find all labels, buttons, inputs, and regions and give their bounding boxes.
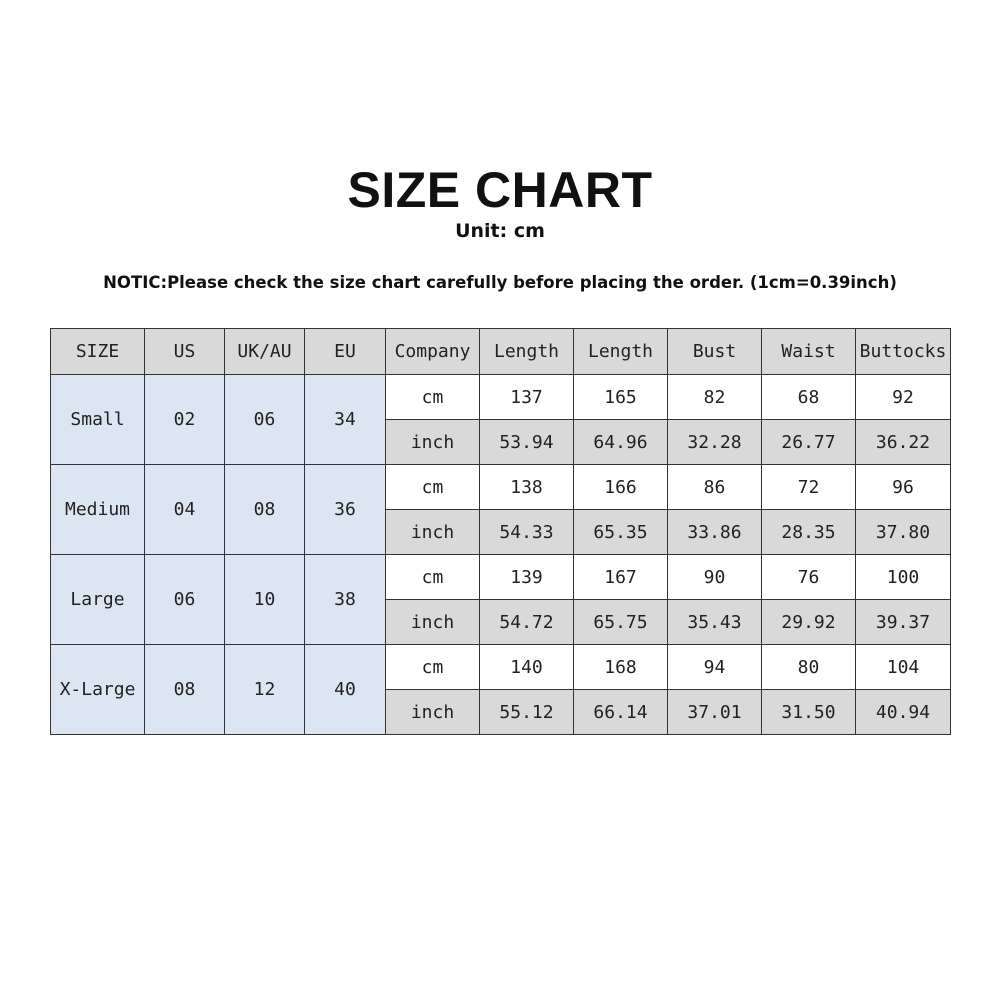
- unit-cell: cm: [386, 375, 480, 420]
- eu-size-cell: 40: [305, 645, 386, 735]
- value-cell: 138: [480, 465, 574, 510]
- us-size-cell: 04: [145, 465, 225, 555]
- ukau-size-cell: 08: [225, 465, 305, 555]
- us-size-cell: 02: [145, 375, 225, 465]
- value-cell: 37.80: [856, 510, 951, 555]
- value-cell: 64.96: [574, 420, 668, 465]
- value-cell: 140: [480, 645, 574, 690]
- table-header-row: [51, 329, 951, 375]
- unit-label: Unit: cm: [455, 220, 545, 242]
- value-cell: 26.77: [762, 420, 856, 465]
- value-cell: 168: [574, 645, 668, 690]
- value-cell: 76: [762, 555, 856, 600]
- unit-cell: inch: [386, 420, 480, 465]
- eu-size-cell: 38: [305, 555, 386, 645]
- value-cell: 33.86: [668, 510, 762, 555]
- column-header-company: Company: [386, 329, 480, 375]
- table-row: [51, 465, 951, 510]
- value-cell: 82: [668, 375, 762, 420]
- ukau-size-cell: 10: [225, 555, 305, 645]
- size-name-cell: Medium: [51, 465, 145, 555]
- us-size-cell: 06: [145, 555, 225, 645]
- value-cell: 37.01: [668, 690, 762, 735]
- value-cell: 54.33: [480, 510, 574, 555]
- size-name-cell: X-Large: [51, 645, 145, 735]
- unit-cell: inch: [386, 510, 480, 555]
- value-cell: 94: [668, 645, 762, 690]
- value-cell: 167: [574, 555, 668, 600]
- ukau-size-cell: 12: [225, 645, 305, 735]
- size-name-cell: Small: [51, 375, 145, 465]
- value-cell: 86: [668, 465, 762, 510]
- unit-cell: inch: [386, 690, 480, 735]
- column-header-buttocks: Buttocks: [856, 329, 951, 375]
- value-cell: 31.50: [762, 690, 856, 735]
- value-cell: 28.35: [762, 510, 856, 555]
- value-cell: 68: [762, 375, 856, 420]
- value-cell: 29.92: [762, 600, 856, 645]
- value-cell: 65.35: [574, 510, 668, 555]
- unit-cell: cm: [386, 465, 480, 510]
- ukau-size-cell: 06: [225, 375, 305, 465]
- value-cell: 55.12: [480, 690, 574, 735]
- unit-cell: cm: [386, 555, 480, 600]
- column-header-eu: EU: [305, 329, 386, 375]
- value-cell: 166: [574, 465, 668, 510]
- page-title: SIZE CHART: [347, 162, 653, 218]
- column-header-bust: Bust: [668, 329, 762, 375]
- size-table: [50, 328, 951, 735]
- notice-text: NOTIC:Please check the size chart carefully before placing the order. (1cm=0.39inch): [103, 273, 897, 292]
- value-cell: 35.43: [668, 600, 762, 645]
- eu-size-cell: 34: [305, 375, 386, 465]
- value-cell: 66.14: [574, 690, 668, 735]
- column-header-ukau: UK/AU: [225, 329, 305, 375]
- value-cell: 90: [668, 555, 762, 600]
- table-row: [51, 555, 951, 600]
- value-cell: 96: [856, 465, 951, 510]
- column-header-length-1: Length: [480, 329, 574, 375]
- us-size-cell: 08: [145, 645, 225, 735]
- value-cell: 54.72: [480, 600, 574, 645]
- value-cell: 72: [762, 465, 856, 510]
- value-cell: 92: [856, 375, 951, 420]
- eu-size-cell: 36: [305, 465, 386, 555]
- column-header-size: SIZE: [51, 329, 145, 375]
- value-cell: 165: [574, 375, 668, 420]
- value-cell: 36.22: [856, 420, 951, 465]
- value-cell: 139: [480, 555, 574, 600]
- column-header-length-2: Length: [574, 329, 668, 375]
- value-cell: 100: [856, 555, 951, 600]
- value-cell: 39.37: [856, 600, 951, 645]
- column-header-waist: Waist: [762, 329, 856, 375]
- value-cell: 137: [480, 375, 574, 420]
- value-cell: 104: [856, 645, 951, 690]
- column-header-us: US: [145, 329, 225, 375]
- value-cell: 80: [762, 645, 856, 690]
- table-row: [51, 645, 951, 690]
- value-cell: 40.94: [856, 690, 951, 735]
- value-cell: 32.28: [668, 420, 762, 465]
- size-name-cell: Large: [51, 555, 145, 645]
- unit-cell: inch: [386, 600, 480, 645]
- value-cell: 65.75: [574, 600, 668, 645]
- value-cell: 53.94: [480, 420, 574, 465]
- unit-cell: cm: [386, 645, 480, 690]
- table-row: [51, 375, 951, 420]
